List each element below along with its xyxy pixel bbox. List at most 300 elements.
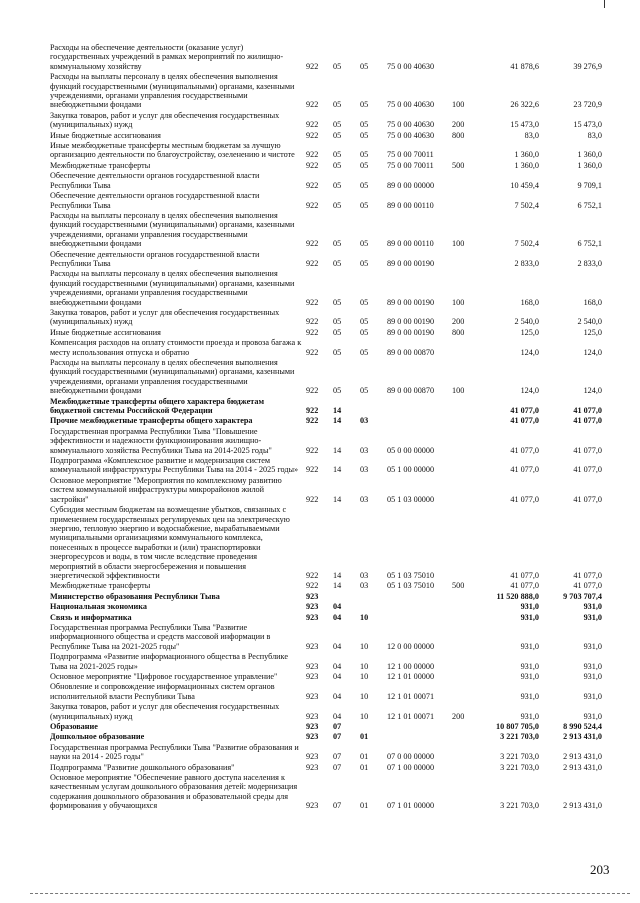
table-row	[50, 111, 602, 131]
row-csr: 89 0 00 00000	[387, 180, 435, 190]
page-number: 203	[590, 862, 610, 877]
row-rz: 14	[333, 570, 342, 580]
row-rz: 04	[333, 672, 342, 681]
row-amount-2025: 41 077,0	[573, 406, 602, 416]
row-amount-2025: 1 360,0	[577, 150, 602, 160]
row-csr: 75 0 00 70011	[387, 160, 434, 170]
row-amount-2025: 931,0	[583, 602, 602, 612]
row-vr	[452, 141, 476, 161]
row-rz: 04	[333, 602, 342, 612]
row-name: Межбюджетные трансферты	[50, 581, 151, 591]
row-vr	[452, 743, 476, 763]
row-ved: 922	[306, 406, 319, 416]
table-row	[50, 682, 602, 702]
table-row	[50, 456, 602, 476]
row-amount-2025: 931,0	[583, 641, 602, 651]
row-ved: 922	[306, 100, 319, 110]
row-amount-2025: 2 540,0	[577, 317, 602, 327]
row-csr: 07 1 01 00000	[387, 801, 435, 811]
row-vr	[452, 652, 476, 672]
table-row	[50, 416, 602, 426]
row-rz: 05	[333, 258, 342, 268]
table-row	[50, 652, 602, 672]
row-pr: 01	[360, 801, 369, 811]
table-row	[50, 72, 602, 111]
row-ved: 922	[306, 317, 319, 327]
row-ved: 923	[306, 722, 319, 732]
row-amount-2025: 9 709,1	[577, 180, 602, 190]
row-vr	[452, 456, 476, 476]
row-ved: 922	[306, 386, 319, 396]
row-csr	[387, 732, 452, 742]
row-csr: 89 0 00 00190	[387, 258, 435, 268]
row-rz: 14	[333, 406, 342, 416]
row-csr: 12 1 01 00071	[387, 711, 435, 721]
row-name: Подпрограмма "Развитие дошкольного образования"	[50, 762, 235, 772]
row-name: Межбюджетные трансферты общего характера бюджетам бюджетной системы Российской Федерации	[50, 396, 265, 416]
row-amount-2025: 2 913 431,0	[563, 752, 602, 762]
row-name: Подпрограмма «Развитие информационного общества в Республике Тыва на 2021-2025 годы»	[50, 652, 288, 671]
row-ved: 922	[306, 570, 319, 580]
row-csr: 89 0 00 00190	[387, 297, 435, 307]
row-ved: 922	[306, 200, 319, 210]
row-amount-2025: 931,0	[583, 711, 602, 721]
row-csr	[387, 592, 452, 602]
row-amount-2025: 8 990 524,4	[563, 722, 602, 732]
table-row	[50, 308, 602, 328]
row-amount-2024: 41 077,0	[510, 465, 539, 475]
row-amount-2025: 168,0	[583, 297, 602, 307]
row-csr: 75 0 00 40630	[387, 61, 435, 71]
row-rz: 14	[333, 465, 342, 475]
row-name: Иные бюджетные ассигнования	[50, 130, 161, 140]
row-amount-2024: 41 077,0	[510, 406, 539, 416]
row-pr: 10	[360, 641, 369, 651]
row-vr	[452, 476, 476, 505]
row-vr	[452, 682, 476, 702]
row-ved: 923	[306, 661, 319, 671]
row-vr	[452, 427, 476, 456]
row-vr: 200	[452, 120, 465, 130]
row-rz	[333, 592, 360, 602]
row-ved: 922	[306, 416, 319, 426]
row-amount-2024: 41 077,0	[510, 570, 539, 580]
row-csr: 12 0 00 00000	[387, 641, 435, 651]
row-rz: 07	[333, 801, 342, 811]
table-row	[50, 505, 602, 581]
row-name: Расходы на выплаты персоналу в целях обеспечения выполнения функций государственными (муниципальными) органами, казенными учреждениями, органами управления государственными внебюджетными фондами	[50, 269, 295, 307]
row-rz: 07	[333, 732, 342, 742]
row-rz: 04	[333, 691, 342, 701]
table-row	[50, 732, 602, 742]
row-vr	[452, 732, 476, 742]
table-row	[50, 269, 602, 308]
row-ved: 922	[306, 327, 319, 337]
row-csr: 12 1 01 00000	[387, 672, 435, 681]
row-name: Министерство образования Республики Тыва	[50, 591, 220, 601]
row-rz: 04	[333, 612, 342, 622]
row-amount-2024: 3 221 703,0	[500, 732, 539, 742]
row-rz: 14	[333, 445, 342, 455]
row-pr: 01	[360, 732, 369, 742]
row-csr	[387, 602, 452, 612]
row-amount-2025: 41 077,0	[573, 494, 602, 504]
row-vr	[452, 672, 476, 682]
row-amount-2024: 125,0	[520, 327, 539, 337]
row-vr	[452, 250, 476, 270]
table-row	[50, 211, 602, 250]
row-pr: 05	[360, 347, 369, 357]
row-pr: 05	[360, 239, 369, 249]
row-vr	[452, 416, 476, 426]
row-amount-2024: 10 807 705,0	[496, 722, 539, 732]
row-pr: 01	[360, 762, 369, 772]
row-vr	[452, 171, 476, 191]
row-amount-2025: 41 077,0	[573, 465, 602, 475]
row-vr: 500	[452, 160, 465, 170]
row-amount-2025: 41 077,0	[573, 570, 602, 580]
table-row	[50, 250, 602, 270]
row-name: Национальная экономика	[50, 602, 147, 612]
row-name: Связь и информатика	[50, 612, 132, 622]
row-rz: 05	[333, 61, 342, 71]
row-name: Образование	[50, 722, 98, 732]
table-row	[50, 141, 602, 161]
row-pr: 03	[360, 416, 369, 426]
row-pr: 05	[360, 100, 369, 110]
row-amount-2025: 15 473,0	[573, 120, 602, 130]
row-name: Прочие межбюджетные трансферты общего характера	[50, 416, 253, 426]
row-ved: 923	[306, 752, 319, 762]
row-rz: 05	[333, 180, 342, 190]
row-amount-2025: 9 703 707,4	[563, 591, 602, 601]
row-name: Обеспечение деятельности органов государственной власти Республики Тыва	[50, 249, 260, 268]
row-ved: 922	[306, 465, 319, 475]
row-amount-2025: 931,0	[583, 612, 602, 622]
row-csr: 05 1 00 00000	[387, 465, 435, 475]
row-amount-2024: 41 077,0	[510, 581, 539, 591]
row-vr: 100	[452, 297, 465, 307]
row-name: Иные бюджетные ассигнования	[50, 327, 161, 337]
row-amount-2024: 931,0	[520, 711, 539, 721]
row-csr: 89 0 00 00110	[387, 200, 434, 210]
row-vr	[452, 592, 476, 602]
table-row	[50, 613, 602, 623]
row-name: Расходы на выплаты персоналу в целях обеспечения выполнения функций государственными (муниципальными) органами, казенными учреждениями, органами управления государственными внебюджетными фондами	[50, 210, 295, 249]
row-csr: 05 1 03 00000	[387, 494, 435, 504]
row-name: Компенсация расходов на оплату стоимости проезда и провоза багажа к месту использования отпуска и обратно	[50, 338, 302, 357]
row-amount-2024: 931,0	[520, 672, 539, 681]
row-vr	[452, 773, 476, 812]
row-amount-2024: 7 502,4	[514, 200, 539, 210]
row-csr: 89 0 00 00110	[387, 239, 434, 249]
table-row	[50, 623, 602, 652]
row-csr: 12 1 00 00000	[387, 661, 435, 671]
row-ved: 923	[306, 641, 319, 651]
row-amount-2024: 168,0	[520, 297, 539, 307]
row-ved: 923	[306, 732, 319, 742]
row-rz: 14	[333, 581, 342, 591]
row-vr: 500	[452, 581, 465, 591]
table-body	[50, 43, 602, 812]
row-name: Расходы на выплаты персоналу в целях обеспечения выполнения функций государственными (муниципальными) органами, казенными учреждениями, органами управления государственными внебюджетными фондами	[50, 72, 295, 110]
row-amount-2024: 15 473,0	[510, 120, 539, 130]
row-ved: 922	[306, 150, 319, 160]
table-row	[50, 773, 602, 812]
table-row	[50, 131, 602, 141]
budget-table	[50, 43, 602, 812]
row-amount-2025: 83,0	[587, 130, 602, 140]
row-pr: 05	[360, 130, 369, 140]
row-csr: 75 0 00 40630	[387, 130, 435, 140]
row-amount-2025: 2 913 431,0	[563, 762, 602, 772]
row-pr: 10	[360, 612, 369, 622]
row-amount-2024: 41 077,0	[510, 494, 539, 504]
table-row	[50, 171, 602, 191]
row-name: Основное мероприятие "Мероприятия по комплексному развитию систем коммунальной инфраструктуры микрорайонов жилой застройки"	[50, 475, 282, 504]
table-row	[50, 763, 602, 773]
row-csr: 05 0 00 00000	[387, 445, 435, 455]
row-vr	[452, 505, 476, 581]
table-row	[50, 397, 602, 417]
row-name: Дошкольное образование	[50, 732, 145, 742]
table-row	[50, 476, 602, 505]
row-csr	[387, 397, 452, 417]
row-rz: 05	[333, 386, 342, 396]
row-amount-2024: 11 520 888,0	[496, 591, 539, 601]
row-name: Государственная программа Республики Тыва "Развитие образования и науки на 2014 - 2025 годы"	[50, 742, 299, 762]
row-amount-2025: 41 077,0	[573, 445, 602, 455]
row-csr	[387, 613, 452, 623]
table-row	[50, 672, 602, 682]
row-amount-2025: 931,0	[583, 672, 602, 681]
row-pr: 10	[360, 711, 369, 721]
row-vr: 200	[452, 317, 465, 327]
row-rz: 04	[333, 641, 342, 651]
row-ved: 922	[306, 239, 319, 249]
row-amount-2024: 2 540,0	[514, 317, 539, 327]
row-vr: 100	[452, 100, 465, 110]
row-rz: 05	[333, 130, 342, 140]
row-csr: 89 0 00 00870	[387, 386, 435, 396]
row-pr: 05	[360, 160, 369, 170]
row-rz: 05	[333, 120, 342, 130]
row-amount-2024: 124,0	[520, 386, 539, 396]
bottom-rule	[30, 893, 630, 894]
row-csr: 89 0 00 00190	[387, 317, 435, 327]
row-csr	[387, 722, 452, 732]
row-vr	[452, 397, 476, 417]
row-amount-2025: 2 913 431,0	[563, 732, 602, 742]
row-pr: 03	[360, 445, 369, 455]
table-row	[50, 592, 602, 602]
row-amount-2025: 41 077,0	[573, 581, 602, 591]
row-pr: 05	[360, 120, 369, 130]
row-name: Расходы на выплаты персоналу в целях обеспечения выполнения функций государственными (муниципальными) органами, казенными учреждениями, органами управления государственными внебюджетными фондами	[50, 358, 295, 396]
table-row	[50, 743, 602, 763]
row-ved: 922	[306, 347, 319, 357]
table-row	[50, 358, 602, 397]
row-vr	[452, 338, 476, 358]
table-row	[50, 427, 602, 456]
row-vr	[452, 43, 476, 72]
row-vr	[452, 602, 476, 612]
row-rz: 05	[333, 160, 342, 170]
table-row	[50, 328, 602, 338]
row-amount-2024: 3 221 703,0	[500, 762, 539, 772]
table-row	[50, 602, 602, 612]
row-amount-2024: 3 221 703,0	[500, 752, 539, 762]
row-amount-2025: 125,0	[583, 327, 602, 337]
row-amount-2025: 23 720,9	[573, 100, 602, 110]
row-amount-2024: 931,0	[520, 641, 539, 651]
row-ved: 922	[306, 130, 319, 140]
row-amount-2024: 10 459,4	[510, 180, 539, 190]
row-amount-2024: 1 360,0	[514, 150, 539, 160]
row-ved: 922	[306, 120, 319, 130]
row-ved: 923	[306, 591, 319, 601]
row-amount-2024: 931,0	[520, 691, 539, 701]
row-pr: 05	[360, 61, 369, 71]
row-ved: 922	[306, 581, 319, 591]
row-ved: 922	[306, 494, 319, 504]
row-pr: 05	[360, 150, 369, 160]
row-rz: 05	[333, 239, 342, 249]
row-csr: 75 0 00 40630	[387, 100, 435, 110]
row-rz: 04	[333, 711, 342, 721]
row-csr: 05 1 03 75010	[387, 570, 435, 580]
row-pr: 05	[360, 317, 369, 327]
row-name: Государственная программа Республики Тыва "Повышение эффективности и надежности функционирования жилищно-коммунального хозяйства Республики Тыва на 2014-2025 годы"	[50, 426, 272, 455]
row-amount-2025: 6 752,1	[577, 239, 602, 249]
row-amount-2024: 931,0	[520, 602, 539, 612]
row-pr	[360, 592, 387, 602]
row-csr: 89 0 00 00190	[387, 327, 435, 337]
row-pr: 05	[360, 200, 369, 210]
row-amount-2024: 3 221 703,0	[500, 801, 539, 811]
row-ved: 922	[306, 445, 319, 455]
row-amount-2025: 2 913 431,0	[563, 801, 602, 811]
table-row	[50, 338, 602, 358]
row-name: Обеспечение деятельности органов государственной власти Республики Тыва	[50, 171, 260, 190]
row-vr: 800	[452, 327, 465, 337]
row-amount-2024: 2 833,0	[514, 258, 539, 268]
row-csr: 89 0 00 00870	[387, 347, 435, 357]
row-amount-2025: 124,0	[583, 347, 602, 357]
row-rz: 05	[333, 347, 342, 357]
row-pr: 05	[360, 258, 369, 268]
row-name: Иные межбюджетные трансферты местным бюджетам за лучшую организацию деятельности по благоустройству, озеленению и чистоте	[50, 141, 295, 160]
table-row	[50, 702, 602, 722]
row-ved: 922	[306, 297, 319, 307]
row-name: Закупка товаров, работ и услуг для обеспечения государственных (муниципальных) нужд	[50, 702, 280, 721]
table-row	[50, 161, 602, 171]
row-amount-2025: 1 360,0	[577, 160, 602, 170]
row-rz: 07	[333, 722, 342, 732]
row-amount-2025: 39 276,9	[573, 61, 602, 71]
row-name: Межбюджетные трансферты	[50, 160, 151, 170]
row-name: Основное мероприятие "Цифровое государственное управление"	[50, 672, 278, 681]
row-pr: 05	[360, 386, 369, 396]
row-name: Закупка товаров, работ и услуг для обеспечения государственных (муниципальных) нужд	[50, 110, 280, 130]
row-name: Основное мероприятие "Обеспечение равного доступа населения к качественным услугам дошкольного образования детей: модернизация содержания дошкольного образования и образовательной среды для формирования у обучающихся	[50, 773, 298, 811]
row-ved: 923	[306, 711, 319, 721]
row-ved: 923	[306, 762, 319, 772]
row-pr: 05	[360, 297, 369, 307]
row-rz: 05	[333, 200, 342, 210]
row-csr: 75 0 00 70011	[387, 150, 434, 160]
row-pr: 03	[360, 570, 369, 580]
row-ved: 922	[306, 160, 319, 170]
row-amount-2025: 931,0	[583, 691, 602, 701]
row-amount-2025: 931,0	[583, 661, 602, 671]
row-rz: 14	[333, 416, 342, 426]
row-rz: 14	[333, 494, 342, 504]
row-rz: 07	[333, 752, 342, 762]
row-rz: 05	[333, 100, 342, 110]
row-vr: 100	[452, 239, 465, 249]
row-csr: 07 0 00 00000	[387, 752, 435, 762]
row-ved: 922	[306, 258, 319, 268]
row-amount-2024: 931,0	[520, 612, 539, 622]
row-amount-2024: 83,0	[524, 130, 539, 140]
table-row	[50, 43, 602, 72]
row-vr	[452, 722, 476, 732]
row-pr	[360, 397, 387, 417]
row-pr: 10	[360, 672, 369, 681]
row-vr	[452, 623, 476, 652]
row-pr	[360, 602, 387, 612]
row-name: Субсидия местным бюджетам на возмещение убытков, связанных с применением государственных регулируемых цен на электрическую энергию, тепловую энергию и водоснабжение, вырабатываемыми муниципальными организациями коммунального комплекса, понесенных в процессе выработки и (или) транспортировки энергоресурсов и воды, в том числе вследствие проведения мероприятий в области энергосбережения и повышения энергетической эффективности	[50, 505, 290, 580]
row-ved: 923	[306, 672, 319, 681]
row-rz: 07	[333, 762, 342, 772]
row-rz: 04	[333, 661, 342, 671]
row-vr	[452, 191, 476, 211]
row-amount-2024: 41 878,6	[510, 61, 539, 71]
row-vr: 800	[452, 130, 465, 140]
row-amount-2025: 124,0	[583, 386, 602, 396]
scan-mark	[604, 0, 605, 8]
row-csr: 12 1 01 00071	[387, 691, 435, 701]
row-name: Закупка товаров, работ и услуг для обеспечения государственных (муниципальных) нужд	[50, 307, 280, 327]
row-amount-2024: 124,0	[520, 347, 539, 357]
row-pr: 01	[360, 752, 369, 762]
table-row	[50, 191, 602, 211]
row-rz: 05	[333, 327, 342, 337]
row-name: Обеспечение деятельности органов государственной власти Республики Тыва	[50, 191, 260, 210]
row-amount-2024: 41 077,0	[510, 416, 539, 426]
row-vr	[452, 613, 476, 623]
row-rz: 05	[333, 317, 342, 327]
row-csr: 75 0 00 40630	[387, 120, 435, 130]
row-vr: 200	[452, 711, 465, 721]
row-vr	[452, 763, 476, 773]
row-pr	[360, 722, 387, 732]
row-ved: 922	[306, 61, 319, 71]
row-ved: 922	[306, 180, 319, 190]
row-amount-2024: 931,0	[520, 661, 539, 671]
row-ved: 923	[306, 612, 319, 622]
row-amount-2024: 1 360,0	[514, 160, 539, 170]
row-name: Расходы на обеспечение деятельности (оказание услуг) государственных учреждений в рамках мероприятий по жилищно-коммунальному хозяйству	[50, 43, 284, 71]
row-pr: 03	[360, 494, 369, 504]
row-rz: 05	[333, 297, 342, 307]
table-row	[50, 722, 602, 732]
row-csr: 05 1 03 75010	[387, 581, 435, 591]
row-pr: 10	[360, 661, 369, 671]
row-pr: 05	[360, 180, 369, 190]
row-pr: 10	[360, 691, 369, 701]
